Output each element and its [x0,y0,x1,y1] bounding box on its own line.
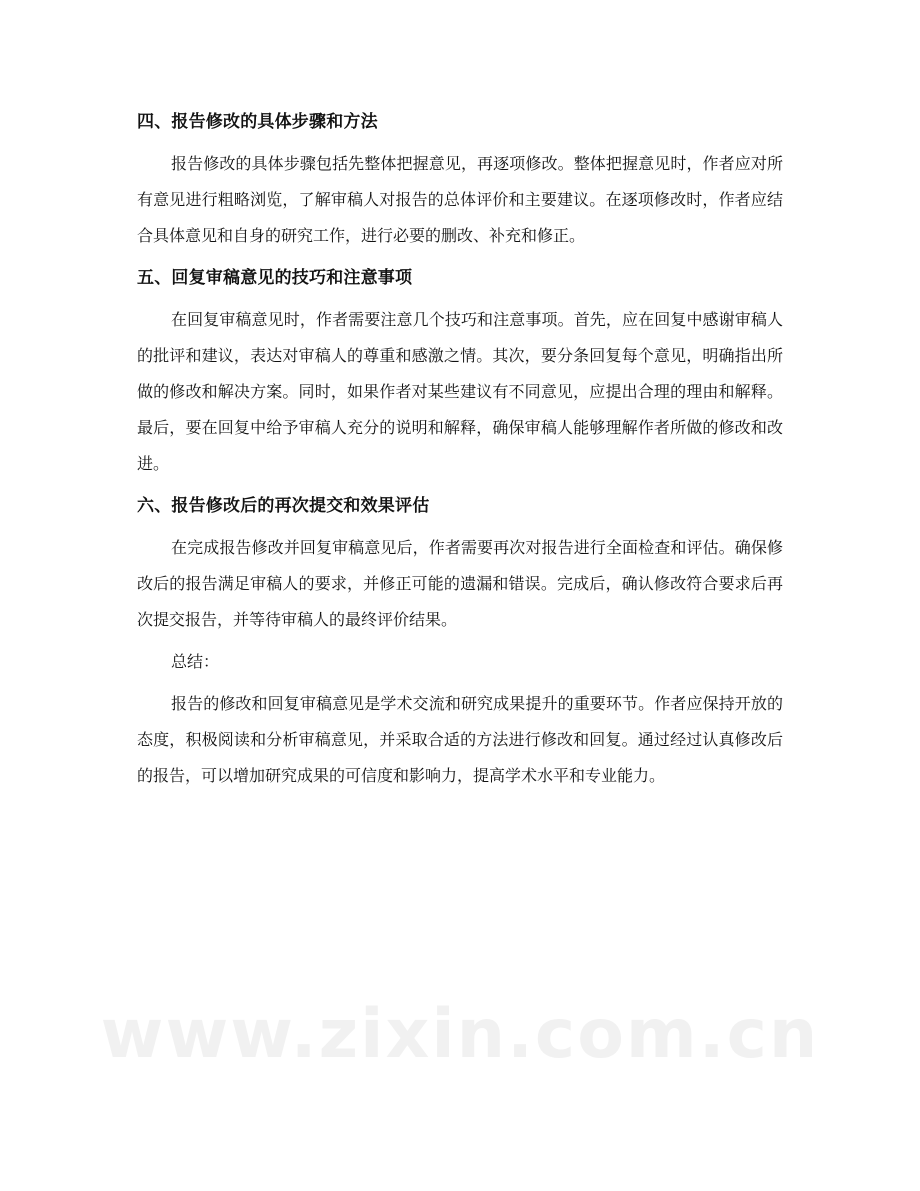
summary-body: 报告的修改和回复审稿意见是学术交流和研究成果提升的重要环节。作者应保持开放的态度，积极阅读和分析审稿意见，并采取合适的方法进行修改和回复。通过经过认真修改后的报告，可以增加研究成果的可信度和影响力，提高学术水平和专业能力。 [137,694,783,785]
section-body-4: 报告修改的具体步骤包括先整体把握意见，再逐项修改。整体把握意见时，作者应对所有意见进行粗略浏览，了解审稿人对报告的总体评价和主要建议。在逐项修改时，作者应结合具体意见和自身的研究工作，进行必要的删改、补充和修正。 [137,154,783,245]
section-body-6: 在完成报告修改并回复审稿意见后，作者需要再次对报告进行全面检查和评估。确保修改后的报告满足审稿人的要求，并修正可能的遗漏和错误。完成后，确认修改符合要求后再次提交报告，并等待审稿人的最终评价结果。 [137,538,783,629]
section-body-5: 在回复审稿意见时，作者需要注意几个技巧和注意事项。首先，应在回复中感谢审稿人的批评和建议，表达对审稿人的尊重和感激之情。其次，要分条回复每个意见，明确指出所做的修改和解决方案。同时，如果作者对某些建议有不同意见，应提出合理的理由和解释。最后，要在回复中给予审稿人充分的说明和解释，确保审稿人能够理解作者所做的修改和改进。 [137,310,783,473]
section-heading-6: 六、报告修改后的再次提交和效果评估 [137,496,430,516]
section-heading-5: 五、回复审稿意见的技巧和注意事项 [137,268,413,288]
summary-label: 总结： [171,652,220,671]
watermark: www.zixin.com.cn [100,995,820,1074]
section-heading-4: 四、报告修改的具体步骤和方法 [137,112,378,132]
document-content [137,104,783,800]
